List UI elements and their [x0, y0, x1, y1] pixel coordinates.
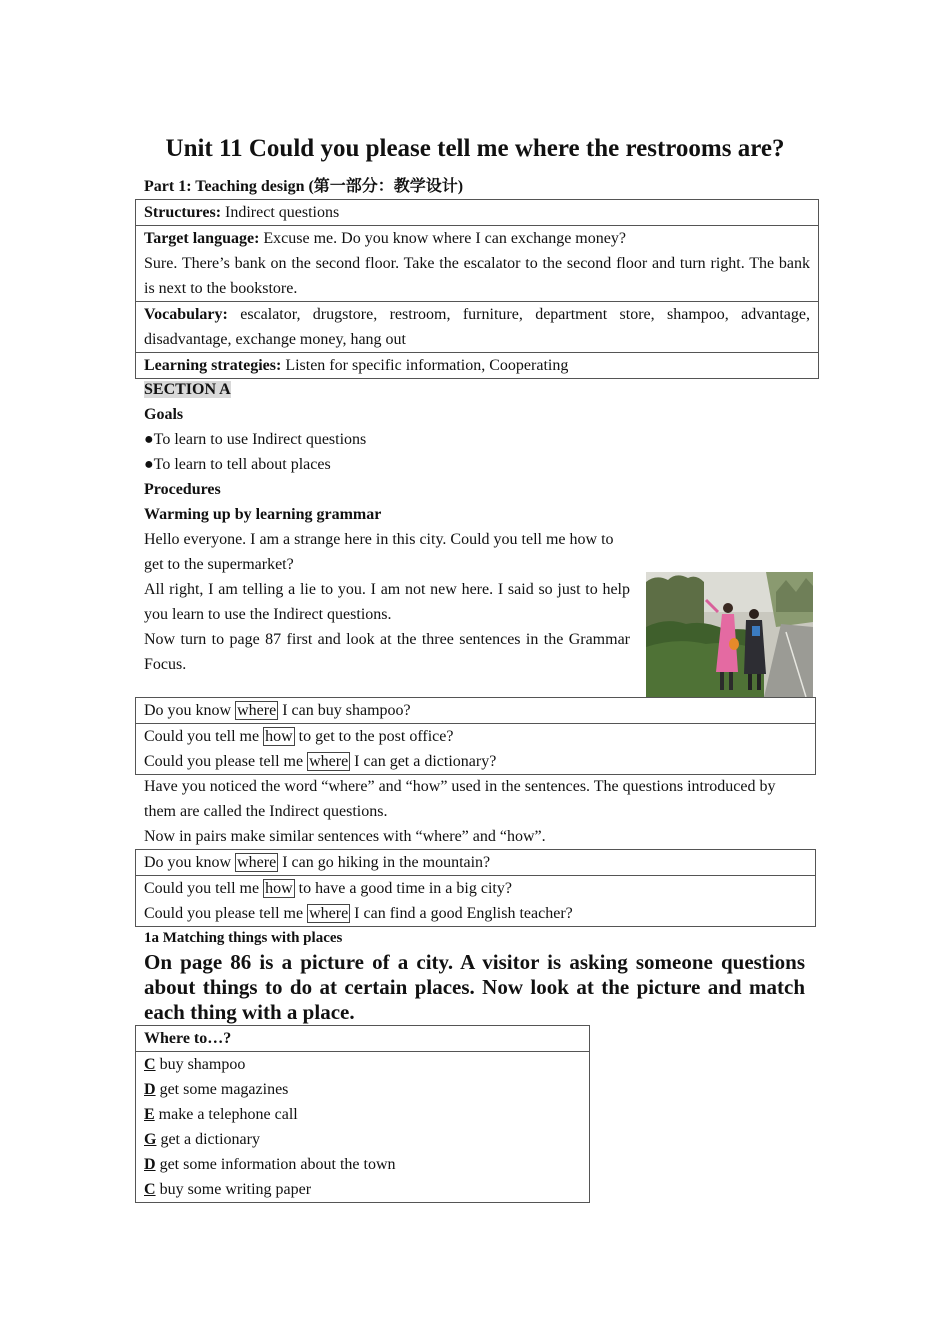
strategies-value: Listen for specific information, Cooperating — [281, 357, 569, 374]
warming-paragraph-3: Now turn to page 87 first and look at the three sentences in the Grammar Focus. — [144, 631, 630, 673]
list-item: C buy shampoo — [144, 1056, 246, 1073]
pairs-instruction: Now in pairs make similar sentences with “where” and “how”. — [144, 828, 546, 845]
answer-letter: D — [144, 1081, 156, 1098]
question-word-box: where — [237, 702, 277, 719]
vocabulary-row — [136, 301, 818, 352]
structures-row — [136, 200, 818, 225]
answer-letter: D — [144, 1156, 156, 1173]
list-item: C buy some writing paper — [144, 1181, 312, 1198]
question-word-box: where — [309, 905, 349, 922]
grammar-sentence-group — [136, 875, 815, 926]
list-item: D get some magazines — [144, 1081, 289, 1098]
matching-heading: 1a Matching things with places — [144, 930, 343, 946]
question-word-box: where — [309, 753, 349, 770]
goals-heading: Goals — [144, 406, 184, 423]
question-word-box: how — [265, 880, 293, 897]
warming-paragraph-2: All right, I am telling a lie to you. I am not new here. I said so just to help you learn to use the Indirect questions. — [144, 581, 630, 623]
goal-item: ●To learn to use Indirect questions — [144, 431, 367, 448]
warming-heading: Warming up by learning grammar — [144, 506, 382, 523]
target-language-row — [136, 225, 818, 301]
grammar-table-1 — [135, 697, 816, 775]
grammar-sentence: Could you tell me how to have a good time in a big city? — [144, 880, 512, 897]
grammar-sentence: Do you know where I can go hiking in the mountain? — [144, 854, 491, 871]
matching-instruction: On page 86 is a picture of a city. A visitor is asking someone questions about things to do at certain places. Now look at the picture and match each thing with a place. — [144, 950, 805, 1024]
goal-item: ●To learn to tell about places — [144, 456, 331, 473]
answer-letter: C — [144, 1181, 156, 1198]
structures-value: Indirect questions — [221, 204, 340, 221]
strategies-label: Learning strategies: — [144, 357, 282, 374]
answer-letter: G — [144, 1131, 157, 1148]
list-item: G get a dictionary — [144, 1131, 260, 1148]
grammar-table-2 — [135, 849, 816, 927]
where-to-table — [135, 1025, 590, 1203]
where-to-items — [136, 1051, 589, 1202]
answer-letter: C — [144, 1056, 156, 1073]
target-value: Excuse me. Do you know where I can exchange money? — [259, 230, 626, 247]
question-word-box: how — [265, 728, 293, 745]
grammar-sentence: Could you please tell me where I can find a good English teacher? — [144, 905, 573, 922]
strategies-row — [136, 352, 818, 378]
where-to-header: Where to…? — [144, 1030, 232, 1047]
grammar-sentence-group — [136, 723, 815, 774]
grammar-sentence: Do you know where I can buy shampoo? — [144, 702, 411, 719]
target-label: Target language: — [144, 230, 260, 247]
info-table — [135, 199, 819, 379]
target-response: Sure. There’s bank on the second floor. Take the escalator to the second floor and turn right. The bank is next to the bookstore. — [144, 255, 810, 297]
section-a-heading: SECTION A — [144, 381, 231, 398]
two-women-street-photo — [646, 572, 813, 697]
answer-letter: E — [144, 1106, 155, 1123]
structures-label: Structures: — [144, 204, 222, 221]
procedures-heading: Procedures — [144, 481, 221, 498]
list-item: E make a telephone call — [144, 1106, 298, 1123]
warming-paragraph-1: Hello everyone. I am a strange here in this city. Could you tell me how to get to the supermarket? — [144, 531, 614, 573]
question-word-box: where — [237, 854, 277, 871]
vocab-value: escalator, drugstore, restroom, furniture, department store, shampoo, advantage, disadvantage, exchange money, hang out — [144, 306, 810, 348]
vocab-label: Vocabulary: — [144, 306, 228, 323]
list-item: D get some information about the town — [144, 1156, 396, 1173]
notice-paragraph: Have you noticed the word “where” and “how” used in the sentences. The questions introduced by them are called the Indirect questions. — [144, 778, 776, 820]
page-title: Unit 11 Could you please tell me where the restrooms are? — [165, 135, 785, 162]
grammar-sentence: Could you tell me how to get to the post office? — [144, 728, 454, 745]
part-heading: Part 1: Teaching design (第一部分：教学设计) — [144, 178, 464, 195]
grammar-sentence: Could you please tell me where I can get a dictionary? — [144, 753, 497, 770]
